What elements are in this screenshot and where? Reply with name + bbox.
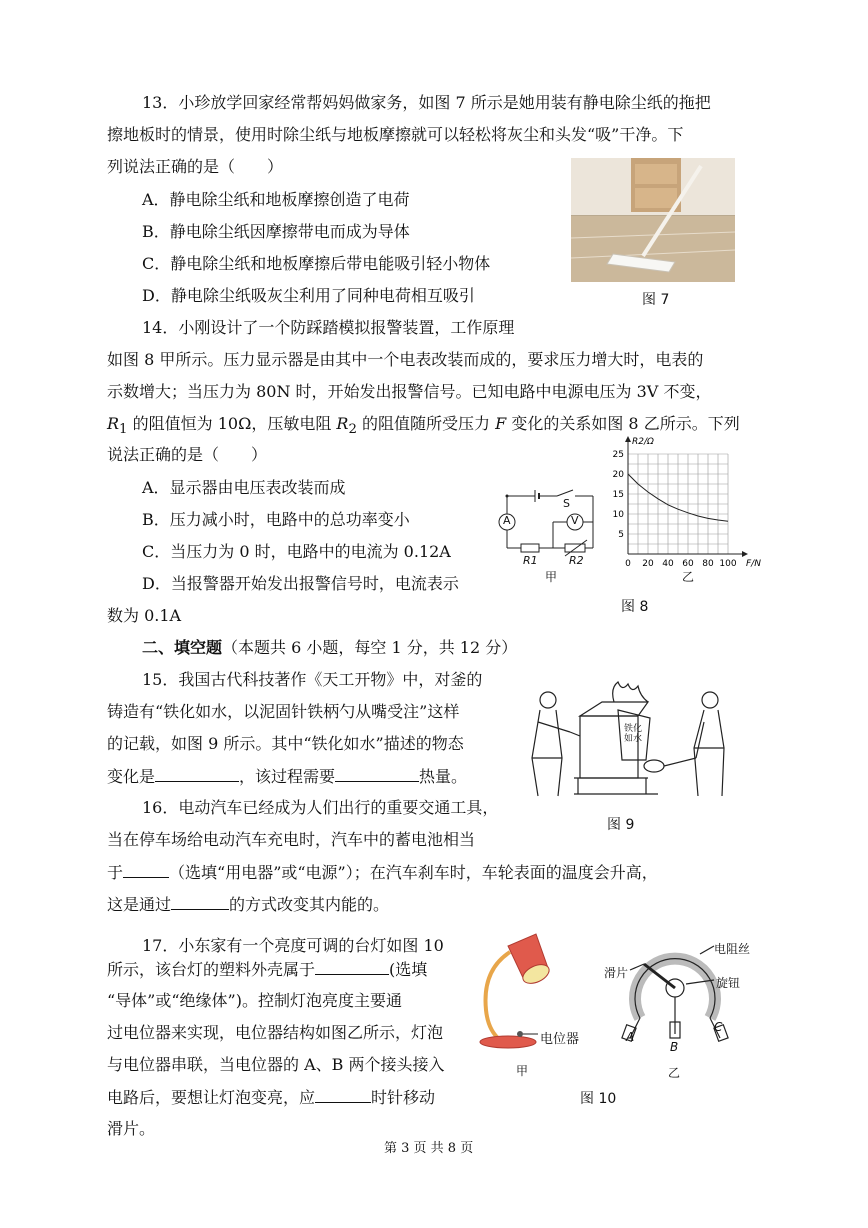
r1-label: R1 [523,554,538,567]
slider-label: 滑片 [604,966,629,980]
r1-subscript: 1 [119,422,128,438]
figure-7-caption: 图 7 [642,292,670,308]
q14-line4-b: 的阻值恒为 10Ω，压敏电阻 [127,414,337,433]
switch-label: S [563,497,570,510]
x-tick-label: 40 [662,559,674,569]
q16-line2: 当在停车场给电动汽车充电时，汽车中的蓄电池相当 [107,830,476,849]
answer-blank [315,958,389,975]
figure-8-graph-label: 乙 [682,570,695,584]
q14-option-a: A．显示器由电压表改装而成 [142,478,346,497]
f-symbol: F [495,414,507,433]
q14-line3: 示数增大；当压力为 80N 时，开始发出报警信号。已知电路中电源电压为 3V 不变， [107,382,712,401]
q17-line4: 过电位器来实现，电位器结构如图乙所示，灯泡 [107,1023,444,1042]
q17-line6-a: 电路后，要想让灯泡变亮，应 [107,1088,316,1107]
knob-label: 旋钮 [716,976,741,990]
figure-7-photo [571,158,735,282]
q14-option-c: C．当压力为 0 时，电路中的电流为 0.12A [142,542,451,561]
q17-line6 [107,1086,435,1109]
figure-9-text: 铁化如水 [623,724,642,744]
q15-line2: 铸造有“铁化如水，以泥固针铁柄勺从嘴受注”这样 [107,702,460,721]
q15-line4-b: ，该过程需要 [239,767,336,786]
q13-option-b: B．静电除尘纸因摩擦带电而成为导体 [142,222,410,241]
q14-line5: 说法正确的是（ ） [107,445,268,464]
q14-line4-d: 的阻值随所受压力 [356,414,496,433]
section-2-title: 二、填空题 [142,638,223,657]
figure-8-caption: 图 8 [621,599,649,615]
x-axis-label: F/N [746,559,761,569]
q17-line2 [107,958,427,981]
q15-line4-c: 热量。 [419,767,468,786]
q15-line4-a: 变化是 [107,767,156,786]
y-tick-label: 10 [612,510,624,520]
section-2-note: （本题共 6 小题，每空 1 分，共 12 分） [222,638,518,657]
q17-line5: 与电位器串联，当电位器的 A、B 两个接头接入 [107,1055,445,1074]
y-axis-label: R2/Ω [632,437,654,447]
answer-blank [335,765,419,782]
q15-line3: 的记载，如图 9 所示。其中“铁化如水”描述的物态 [107,734,464,753]
terminal-b-label: B [670,1040,679,1054]
q16-line4-a: 这是通过 [107,895,172,914]
q15-line1: 15．我国古代科技著作《天工开物》中，对釜的 [142,670,483,689]
r1-symbol: R [107,414,120,433]
potentiometer-callout: 电位器 [540,1032,580,1047]
section-2-header [142,637,517,659]
answer-blank [123,861,169,878]
x-tick-label: 100 [719,559,737,569]
y-tick-label: 15 [612,490,624,500]
r2-label: R2 [569,554,584,567]
q14-line2: 如图 8 甲所示。压力显示器是由其中一个电表改装而成的，要求压力增大时，电表的 [107,350,704,369]
answer-blank [171,893,229,910]
figure-10-lamp-label: 甲 [516,1064,529,1078]
q17-line2-a: 所示，该台灯的塑料外壳属于 [107,960,316,979]
figure-9-illustration [518,678,738,810]
q17-line6-b: 时针移动 [371,1088,436,1107]
q16-line4-b: 的方式改变其内能的。 [229,895,390,914]
y-tick-label: 25 [612,450,624,460]
r2-subscript: 2 [348,422,357,438]
y-axis-arrow [625,436,631,442]
figure-8-circuit-label: 甲 [545,570,558,584]
r2-force-chart [606,436,761,580]
x-tick-label: 0 [625,559,631,569]
figure-10-potentiometer-label: 乙 [668,1066,681,1080]
voltmeter-label: V [571,514,579,527]
q16-line4 [107,893,389,916]
y-tick-label: 20 [612,470,624,480]
q17-line7: 滑片。 [107,1119,156,1138]
q16-line3-b: （选填“用电器”或“电源”）；在汽车刹车时，车轮表面的温度会升高， [169,863,658,882]
y-tick-label: 5 [618,530,624,540]
q15-line4 [107,765,467,788]
q14-option-d: D．当报警器开始发出报警信号时，电流表示 [142,574,459,593]
figure-9-caption: 图 9 [607,817,635,833]
x-tick-label: 20 [642,559,654,569]
x-tick-label: 80 [702,559,714,569]
q13-line2: 擦地板时的情景，使用时除尘纸与地板摩擦就可以轻松将灰尘和头发“吸”干净。下 [107,125,684,144]
q14-option-b: B．压力减小时，电路中的总功率变小 [142,510,410,529]
x-axis-arrow [742,551,748,557]
q16-line3-a: 于 [107,863,124,882]
q14-line1: 14．小刚设计了一个防踩踏模拟报警装置，工作原理 [142,318,515,337]
figure-10-caption: 图 10 [580,1091,617,1107]
q13-option-a: A．静电除尘纸和地板摩擦创造了电荷 [142,190,410,209]
terminal-c-label: C [714,1020,723,1034]
ammeter-label: A [503,514,511,527]
resistance-wire-label: 电阻丝 [714,942,751,956]
answer-blank [315,1086,371,1103]
q16-line3 [107,861,658,884]
q13-line1: 13．小珍放学回家经常帮妈妈做家务，如图 7 所示是她用装有静电除尘纸的拖把 [142,93,711,112]
x-tick-label: 60 [682,559,694,569]
r2-symbol: R [336,414,349,433]
terminal-a-label: A [626,1030,635,1044]
q17-line2-b: (选填 [389,960,428,979]
page-footer: 第 3 页 共 8 页 [384,1141,474,1156]
q16-line1: 16．电动汽车已经成为人们出行的重要交通工具， [142,798,499,817]
answer-blank [155,765,239,782]
q17-line3: “导体”或“绝缘体”)。控制灯泡亮度主要通 [107,991,402,1010]
q14-line4-f: 变化的关系如图 8 乙所示。下列 [506,414,740,433]
q13-line3: 列说法正确的是（ ） [107,157,284,176]
figure-8-graph [606,436,761,580]
figure-10-potentiometer [600,936,750,1060]
q14-option-d-cont: 数为 0.1A [107,606,182,625]
figure-8-circuit [495,482,600,582]
q17-line1: 17．小东家有一个亮度可调的台灯如图 10 [142,936,444,955]
q13-option-c: C．静电除尘纸和地板摩擦后带电能吸引轻小物体 [142,254,491,273]
q13-option-d: D．静电除尘纸吸灰尘利用了同种电荷相互吸引 [142,286,475,305]
